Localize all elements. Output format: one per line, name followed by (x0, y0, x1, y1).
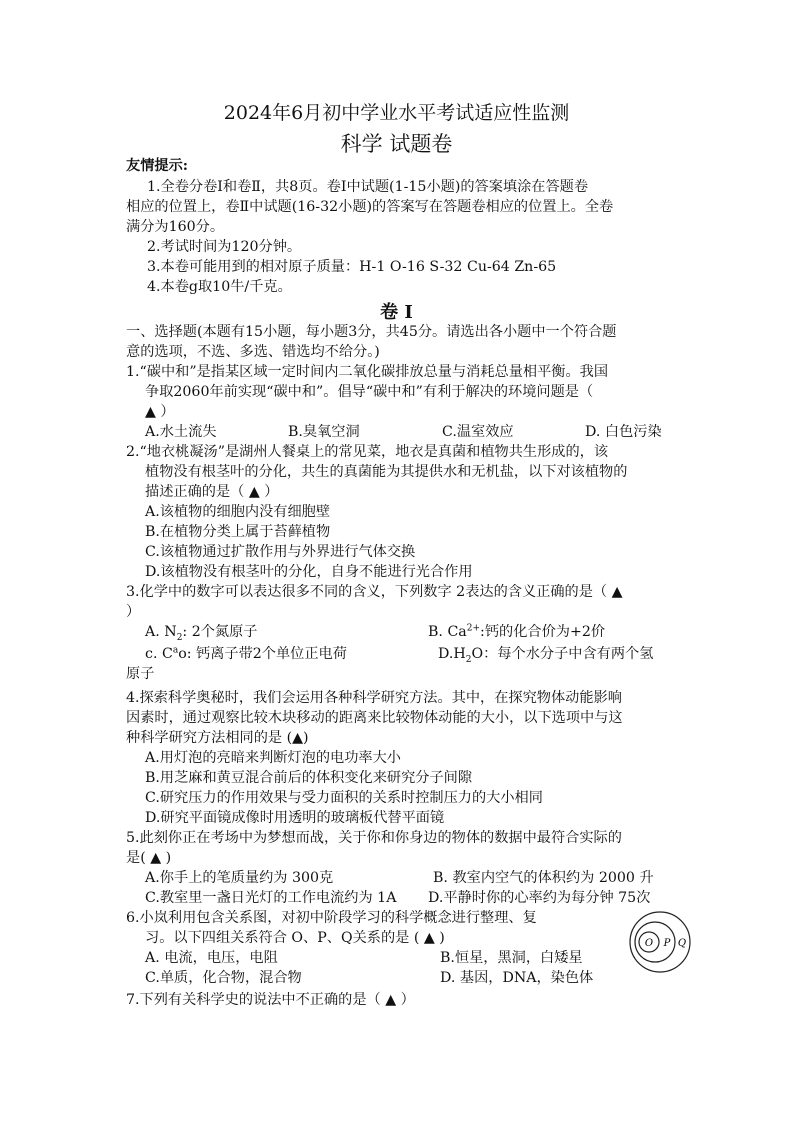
question-6-option-a: A. 电流，电压，电阻 (145, 950, 278, 966)
option-d-prefix: D.H (438, 646, 466, 662)
question-2-option-d: D.该植物没有根茎叶的分化，自身不能进行光合作用 (145, 564, 473, 580)
question-2-line-2: 植物没有根茎叶的分化，共生的真菌能为其提供水和无机盐，以下对该植物的 (145, 464, 628, 480)
question-6-line-1: 6.小岚利用包含关系图，对初中阶段学习的科学概念进行整理、复 (126, 910, 537, 926)
question-2-option-a: A.该植物的细胞内没有细胞壁 (145, 504, 331, 520)
tips-item-1-line-2: 相应的位置上，卷Ⅱ中试题(16-32小题)的答案写在答题卷相应的位置上。全卷 (126, 199, 614, 215)
label-o: O (644, 938, 654, 949)
option-b-prefix: B. Ca (428, 624, 467, 640)
section-intro-line-2: 意的选项，不选、多选、错选均不给分。) (126, 344, 380, 360)
section-intro-line-1: 一、选择题(本题有15小题，每小题3分，共45分。请选出各小题中一个符合题 (126, 324, 617, 340)
option-c-prefix: c. C (145, 646, 173, 662)
question-7-line-1: 7.下列有关科学史的说法中不正确的是（ ▲ ） (126, 992, 415, 1008)
question-3-line-2: ） (126, 604, 141, 620)
question-4-option-c: C.研究压力的作用效果与受力面积的关系时控制压力的大小相同 (145, 790, 543, 806)
question-3-line-1: 3.化学中的数字可以表达很多不同的含义，下列数字 2表达的含义正确的是（ ▲ (126, 584, 623, 600)
question-1-option-b: B.臭氧空洞 (288, 424, 360, 440)
question-1-option-c: C.温室效应 (442, 424, 514, 440)
option-c-mark: a (172, 645, 179, 656)
question-2-option-b: B.在植物分类上属于苔藓植物 (145, 524, 331, 540)
question-5-option-d: D.平静时你的心率约为每分钟 75次 (428, 890, 651, 906)
question-4-line-1: 4.探索科学奥秘时，我们会运用各种科学研究方法。其中，在探究物体动能影响 (126, 690, 622, 706)
question-5-option-b: B. 教室内空气的体积约为 2000 升 (433, 870, 654, 886)
exam-subtitle: 科学 试题卷 (340, 132, 453, 156)
question-2-line-3: 描述正确的是（ ▲ ） (145, 484, 279, 500)
tips-item-4: 4.本卷g取10牛/千克。 (147, 279, 292, 295)
question-4-line-3: 种科学研究方法相同的是 (▲) (126, 730, 309, 746)
option-a-subscript: 2 (176, 632, 183, 643)
question-6-option-c: C.单质，化合物，混合物 (145, 970, 302, 986)
tips-item-1-line-3: 满分为160分。 (126, 219, 225, 235)
option-a-prefix: A. N (145, 624, 177, 640)
question-4-option-a: A.用灯泡的亮暗来判断灯泡的电功率大小 (145, 750, 401, 766)
label-q: Q (677, 938, 687, 949)
question-5-option-a: A.你手上的笔质量约为 300克 (145, 870, 334, 886)
option-d-subscript: 2 (465, 654, 472, 665)
option-a-text: : 2个氮原子 (182, 624, 258, 640)
question-1-line-3: ▲ ） (145, 404, 175, 420)
question-2-option-c: C.该植物通过扩散作用与外界进行气体交换 (145, 544, 416, 560)
question-4-option-b: B.用芝麻和黄豆混合前后的体积变化来研究分子间隙 (145, 770, 473, 786)
question-3-option-d (438, 644, 653, 664)
question-3-option-d-line-2: 原子 (126, 666, 155, 682)
tips-item-1-line-1: 1.全卷分卷Ⅰ和卷Ⅱ，共8页。卷Ⅰ中试题(1-15小题)的答案填涂在答题卷 (147, 179, 589, 195)
question-3-option-a (145, 622, 258, 642)
inclusion-diagram (628, 910, 692, 974)
question-5-option-c: C.教室里一盏日光灯的工作电流约为 1A (145, 890, 397, 906)
question-4-line-2: 因素时，通过观察比较木块移动的距离来比较物体动能的大小，以下选项中与这 (126, 710, 623, 726)
question-1-option-a: A.水土流失 (145, 424, 217, 440)
question-6-option-d: D. 基因，DNA，染色体 (440, 970, 594, 986)
question-1-line-1: 1.“碳中和”是指某区域一定时间内二氧化碳排放总量与消耗总量相平衡。我国 (126, 364, 609, 380)
question-1-option-d: D. 白色污染 (585, 424, 662, 440)
question-3-option-b (428, 622, 605, 642)
option-b-superscript: 2+ (466, 623, 481, 634)
option-b-text: :钙的化合价为+2价 (480, 624, 606, 640)
exam-title: 2024年6月初中学业水平考试适应性监测 (223, 102, 570, 124)
tips-heading: 友情提示: (126, 158, 188, 174)
question-3-option-c (145, 644, 347, 664)
section-label: 卷 Ⅰ (380, 302, 413, 323)
option-c-text: o: 钙离子带2个单位正电荷 (178, 646, 347, 662)
tips-item-3: 3.本卷可能用到的相对原子质量：H-1 O-16 S-32 Cu-64 Zn-65 (147, 259, 557, 275)
question-1-line-2: 争取2060年前实现“碳中和”。倡导“碳中和”有利于解决的环境问题是（ (145, 384, 594, 400)
label-p: P (663, 938, 671, 949)
question-5-line-2: 是( ▲ ) (126, 850, 172, 866)
tips-item-2: 2.考试时间为120分钟。 (147, 239, 302, 255)
question-6-option-b: B.恒星，黑洞，白矮星 (440, 950, 583, 966)
question-5-line-1: 5.此刻你正在考场中为梦想而战，关于你和你身边的物体的数据中最符合实际的 (126, 830, 622, 846)
question-6-line-2: 习。以下四组关系符合 O、P、Q关系的是 ( ▲ ) (145, 930, 445, 946)
option-d-text: O：每个水分子中含有两个氢 (471, 646, 654, 662)
question-2-line-1: 2.“地衣桃凝汤”是湖州人餐桌上的常见菜，地衣是真菌和植物共生形成的，该 (126, 444, 609, 460)
question-4-option-d: D.研究平面镜成像时用透明的玻璃板代替平面镜 (145, 810, 445, 826)
